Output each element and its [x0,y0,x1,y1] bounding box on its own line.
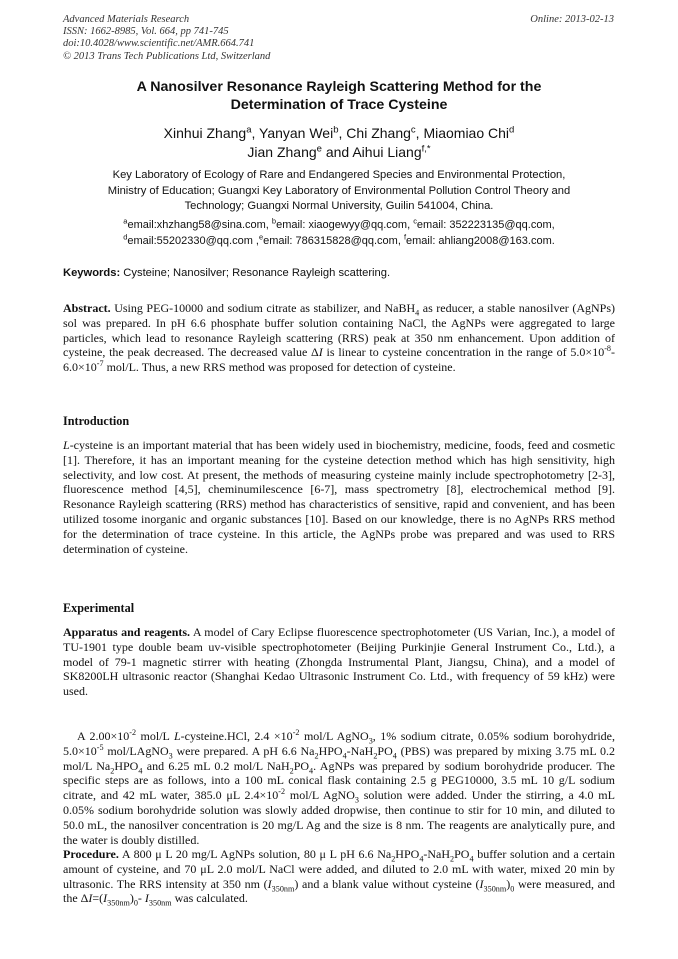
abstract-text: Using PEG-10000 and sodium citrate as stabilizer, and NaBH [110,301,416,315]
subscript: 4 [342,751,347,761]
subscript: 2 [391,854,396,864]
email-sup: c [413,216,417,226]
abstract-text: -6.0×10 [63,345,615,375]
email-line-1 [60,218,618,234]
superscript: -5 [96,742,104,752]
author-name: Chi Zhang [346,125,411,141]
subscript: 2 [450,854,455,864]
author-sup: c [410,124,416,136]
subscript: 2 [289,765,294,775]
author-line-2 [60,143,618,162]
subscript: 4 [309,765,314,775]
reagent-text: mol/L AgNO [285,788,355,803]
experimental-heading: Experimental [63,601,135,615]
reagent-text: , 1% sodium citrate, 0.05% sodium borohydride, 5.0×10 [63,729,615,758]
author-sup: f,* [421,143,431,155]
affiliation [60,168,618,215]
email-sup: d [123,231,128,241]
procedure-text: was calculated. [171,891,248,906]
email-sup: a [123,216,128,226]
author-name: Aihui Liang [352,144,422,160]
online-date: Online: 2013-02-13 [530,14,614,25]
subscript: 0 [510,883,515,893]
superscript: -2 [129,728,137,737]
abstract-text: as reducer, a stable nanosilver (AgNPs) sol was prepared. In pH 6.6 phosphate buffer solution containing NaCl, the AgNPs were aggregated to large particles, which lead to resonance Rayleigh scattering (RRS) peak at 350 nm enhancement. Upon addition of cysteine, the peak decreased. The decreased value Δ [63,301,615,360]
affiliation-line-2: Ministry of Education; Guangxi Key Laboratory of Environmental Pollution Control Theory and [107,184,571,197]
procedure-text: ) and a blank value without cysteine ( [294,876,480,891]
author-sup: e [316,143,322,155]
email-text: email:55202330@qq.com , [127,234,259,247]
reagent-text: were prepared. A pH 6.6 Na [172,743,315,758]
subscript: 4 [419,854,424,864]
author-name: Miaomiao Chi [423,125,510,141]
email-sup: b [271,216,277,226]
email-text: email: ahliang2008@163.com. [406,234,555,247]
subscript: 350nm [148,898,172,908]
copyright-line: © 2013 Trans Tech Publications Ltd, Switzerland [63,50,271,62]
procedure-text: -NaH [423,847,451,861]
reagent-text: A 2.00×10 [77,729,130,743]
author-name: Xinhui Zhang [163,125,247,141]
abstract-label: Abstract. [63,301,111,315]
introduction-paragraph [63,438,615,556]
reagent-text: -cysteine.HCl, 2.4 ×10 [180,729,293,743]
superscript: -7 [96,359,104,369]
apparatus-label: Apparatus and reagents. [63,625,191,639]
procedure-text: A 800 μ L 20 mg/L AgNPs solution, 80 μ L pH 6.6 Na [118,847,392,861]
subscript: 4 [415,308,420,318]
reagent-text: (PBS) was prepared by mixing 3.75 mL 0.2 mol/L Na [63,743,615,773]
subscript: 2 [373,751,378,761]
email-text: email:xhzhang58@sina.com, [127,219,272,231]
subscript: 350nm [107,898,130,908]
superscript: -2 [278,787,286,797]
procedure-label: Procedure. [63,847,119,861]
author-list [60,124,618,162]
affiliation-line-1: Key Laboratory of Ecology of Rare and Endangered Species and Environmental Protection, [112,169,566,181]
email-text: email: xiaogewyy@qq.com, [276,219,414,231]
author-sep: , [415,125,424,141]
superscript: -2 [292,728,300,737]
author-emails [60,218,618,249]
subscript: 3 [368,736,373,746]
italic-symbol: L [63,438,70,452]
affiliation-line-3: Technology; Guangxi Normal University, Guilin 541004, China. [184,200,494,213]
journal-name: Advanced Materials Research [63,14,190,25]
title-line-1: A Nanosilver Resonance Rayleigh Scattering Method for the [136,79,542,95]
procedure-text: were measured, and the Δ [63,876,616,906]
italic-symbol: I [267,876,272,891]
procedure-text: =( [92,891,104,906]
title-line-2: Determination of Trace Cysteine [230,97,448,113]
email-sup: f [403,231,407,241]
email-line-2 [60,231,618,250]
author-sup: d [509,124,515,136]
subscript: 4 [469,854,474,864]
email-text: email: 786315828@qq.com, [263,234,404,247]
author-sup: a [246,124,252,136]
email-sup: e [258,231,264,241]
author-sep: , [251,125,260,141]
keywords-label: Keywords: [63,267,121,279]
author-line-1 [60,124,618,143]
doi-line: doi:10.4028/www.scientific.net/AMR.664.741 [63,38,255,50]
keywords [63,266,615,281]
subscript: 0 [133,898,138,908]
procedure-text: ) [129,891,134,906]
introduction-text: -cysteine is an important material that has been widely used in biochemistry, medicine, foods, feed and cosmetic [1]. Therefore, it has an important meaning for the cysteine detection method which has high sensitivity, high selectivity, and low cost. At present, the methods of measuring cysteine mainly include spectrophotometry [2-3], fluorescence method [4,5], cheminumilescence [6-7], mass spectrometry [8], electrochemical method [9]. Resonance Rayleigh scattering (RRS) method has characteristics of sensitive, rapid and convenient, and has been utilized tosome inorganic and organic substances [10]. Based on our knowledge, there is no AgNPs RRS method for the determination of trace cysteine. In this article, the AgNPs probe was prepared and was used to RRS determination of cysteine. [63,438,615,556]
keywords-text: Cysteine; Nanosilver; Resonance Rayleigh scattering. [120,267,391,279]
subscript: 3 [354,795,359,805]
italic-symbol: I [318,345,323,360]
reagent-text: -NaH [346,743,374,758]
superscript: -8 [604,344,611,354]
procedure-text: buffer solution and a certain amount of cysteine, and 70 μL 2.0 mol/L NaCl were added, and diluted to 2.0 mL with water, mixed 20 min by ultrasonic. The RRS intensity at 350 nm ( [63,847,615,891]
issn-line: ISSN: 1662-8985, Vol. 664, pp 741-745 [63,26,229,38]
reagent-text: mol/LAgNO [103,743,169,758]
apparatus-paragraph [63,625,615,699]
procedure-text: HPO [395,847,420,861]
reagent-text: solution were added. Under the stirring, a 4.0 mL 0.05% sodium borohydride solution was slowly added dropwise, then continue to stir for 10 min, and diluted to 50.0 mL, the nanosilver concentration is 20 mg/L Ag and the size is 8 nm. The reagents are analytically pure, and the water is doubly distilled. [63,788,615,847]
abstract-paragraph [63,301,615,375]
author-name: Yanyan Wei [259,125,334,141]
italic-symbol: L [173,729,181,743]
reagent-text: mol/L AgNO [299,729,369,743]
italic-symbol: I [144,891,149,906]
italic-symbol: I [103,891,108,906]
subscript: 4 [392,751,397,761]
reagent-text: mol/L [136,729,174,743]
subscript: 4 [138,765,143,775]
reagent-text: HPO [114,758,139,773]
paper-title [60,78,618,114]
apparatus-text: A model of Cary Eclipse fluorescence spectrophotometer (US Varian, Inc.), a model of TU-1901 type double beam uv-visible spectrophotometer (Beijing Purkinjie General Instrument Co., Ltd.), a model of 79-1 magnetic stirrer with heating (Zhongda Instrumental Plant, Jiangsu, China), and a model of SK8200LH ultrasonic reactor (Shanghai Kedao Ultrasonic Instrument Co. Ltd., with frequency of 59 kHz) were used. [63,625,615,699]
email-text: email: 352223135@qq.com, [416,219,555,231]
subscript: 350nm [271,883,295,893]
author-sup: b [333,124,339,136]
introduction-heading: Introduction [63,414,130,428]
subscript: 3 [168,751,173,761]
reagent-text: PO [377,743,393,758]
subscript: 350nm [483,883,507,893]
reagents-paragraph [63,729,615,847]
subscript: 2 [110,765,115,775]
italic-symbol: I [88,891,93,906]
procedure-text: - [137,891,145,906]
procedure-paragraph [63,847,615,906]
author-sep: , [338,125,347,141]
reagent-text: and 6.25 mL 0.2 mol/L NaH [142,758,290,773]
italic-symbol: I [479,876,484,891]
abstract-text: is linear to cysteine concentration in the range of 5.0×10 [322,345,605,360]
journal-header [63,14,270,63]
reagent-text: PO [293,758,310,773]
procedure-text: ) [506,876,511,891]
abstract-text: mol/L. Thus, a new RRS method was proposed for detection of cysteine. [103,360,456,375]
procedure-text: PO [454,847,470,861]
author-sep: and [321,144,353,160]
author-name: Jian Zhang [247,144,317,160]
subscript: 2 [314,751,319,761]
reagent-text: HPO [318,743,343,758]
reagent-text: . AgNPs was prepared by sodium borohydride producer. The specific steps are as follows, into a 100 mL conical flask containing 2.5 g PEG10000, 3.5 mL 10 g/L sodium citrate, and 42 mL water, 385.0 μL 2.4×10 [63,758,615,803]
